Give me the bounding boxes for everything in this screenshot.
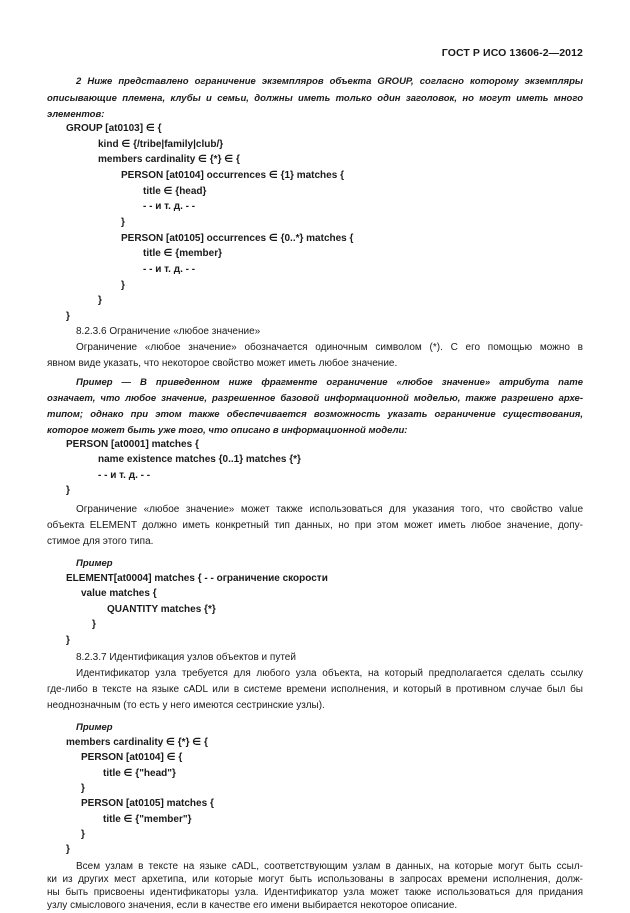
paragraph-line: Ограничение «любое значение» обозначается одиночным символом (*). С его помощью можно в <box>76 342 583 353</box>
code-line: PERSON [at0105] occurrences ∈ {0..*} matches { <box>121 233 354 244</box>
example-label: Пример <box>76 558 113 569</box>
note-2-line-2: описывающие племена, клубы и семьи, должны иметь только один заголовок, но могут иметь много <box>47 93 583 104</box>
paragraph-line: стимое для этого типа. <box>47 536 154 547</box>
paragraph-line: Ограничение «любое значение» может также использоваться для указания того, что свойство value <box>76 504 583 515</box>
code-line: members cardinality ∈ {*} ∈ { <box>98 154 240 165</box>
standard-header: ГОСТ Р ИСО 13606-2—2012 <box>441 47 583 59</box>
code-line: } <box>121 280 125 291</box>
code-line: name existence matches {0..1} matches {*} <box>98 454 301 465</box>
code-line: } <box>66 635 70 646</box>
paragraph-line: где-либо в тексте на языке cADL или в системе времени исполнения, и который в противном случае был бы <box>47 684 583 695</box>
code-line: } <box>121 217 125 228</box>
example-line: типом; однако при этом также обеспечивается возможность указать ограничение существования, <box>47 409 583 420</box>
code-line: } <box>66 485 70 496</box>
code-line: PERSON [at0001] matches { <box>66 439 199 450</box>
code-line: PERSON [at0104] ∈ { <box>81 752 183 763</box>
code-line: } <box>92 619 96 630</box>
code-line: title ∈ {head} <box>143 186 207 197</box>
paragraph-line: узлу смыслового значения, если в качестве его имени выбирается некоторое описание. <box>47 900 458 911</box>
code-line: title ∈ {"member"} <box>103 814 192 825</box>
note-2-line-3: элементов: <box>47 109 105 120</box>
code-line: } <box>81 829 85 840</box>
note-2-line-1: 2 Ниже представлено ограничение экземпляров объекта GROUP, согласно которому экземпляры <box>76 76 583 87</box>
code-line: - - и т. д. - - <box>143 201 196 212</box>
example-label: Пример <box>76 722 113 733</box>
code-line: - - и т. д. - - <box>98 470 151 481</box>
code-line: members cardinality ∈ {*} ∈ { <box>66 737 208 748</box>
code-line: - - и т. д. - - <box>143 264 196 275</box>
code-line: } <box>66 844 70 855</box>
code-line: PERSON [at0105] matches { <box>81 798 214 809</box>
paragraph-line: объекта ELEMENT должно иметь конкретный тип данных, но при этом может иметь любое значение, допу- <box>47 520 583 531</box>
code-line: ELEMENT[at0004] matches { - - ограничение скорости <box>66 573 328 584</box>
example-line: Пример — В приведенном ниже фрагменте ограничение «любое значение» атрибута name <box>76 377 583 388</box>
paragraph-line: явном виде указать, что некоторое свойство может иметь любое значение. <box>47 358 398 369</box>
example-line: которое может быть уже того, что описано в информационной модели: <box>47 425 408 436</box>
section-heading-8237: 8.2.3.7 Идентификация узлов объектов и путей <box>76 652 296 663</box>
code-line: title ∈ {"head"} <box>103 768 176 779</box>
code-line: GROUP [at0103] ∈ { <box>66 123 162 134</box>
code-line: kind ∈ {/tribe|family|club/} <box>98 139 224 150</box>
code-line: PERSON [at0104] occurrences ∈ {1} matches { <box>121 170 344 181</box>
code-line: title ∈ {member} <box>143 248 222 259</box>
code-line: } <box>98 295 102 306</box>
paragraph-line: Идентификатор узла требуется для любого узла объекта, на который предполагается сделать ссылку <box>76 668 583 679</box>
code-line: } <box>66 311 70 322</box>
paragraph-line: ны быть присвоены идентификаторы узла. Идентификатор узла может также использоваться для придания <box>47 887 583 898</box>
paragraph-line: Всем узлам в тексте на языке cADL, соответствующим узлам в данных, на которые могут быть ссыл- <box>76 861 583 872</box>
example-line: означает, что любое значение, разрешенное базовой информационной моделью, также разрешено архе- <box>47 393 583 404</box>
code-line: QUANTITY matches {*} <box>107 604 216 615</box>
paragraph-line: ки из других мест архетипа, или которые могут быть использованы в запросах времени исполнения, долж- <box>47 874 583 885</box>
paragraph-line: неоднозначным (то есть у него имеются сестринские узлы). <box>47 700 325 711</box>
code-line: } <box>81 783 85 794</box>
section-heading-8236: 8.2.3.6 Ограничение «любое значение» <box>76 326 261 337</box>
code-line: value matches { <box>81 588 157 599</box>
